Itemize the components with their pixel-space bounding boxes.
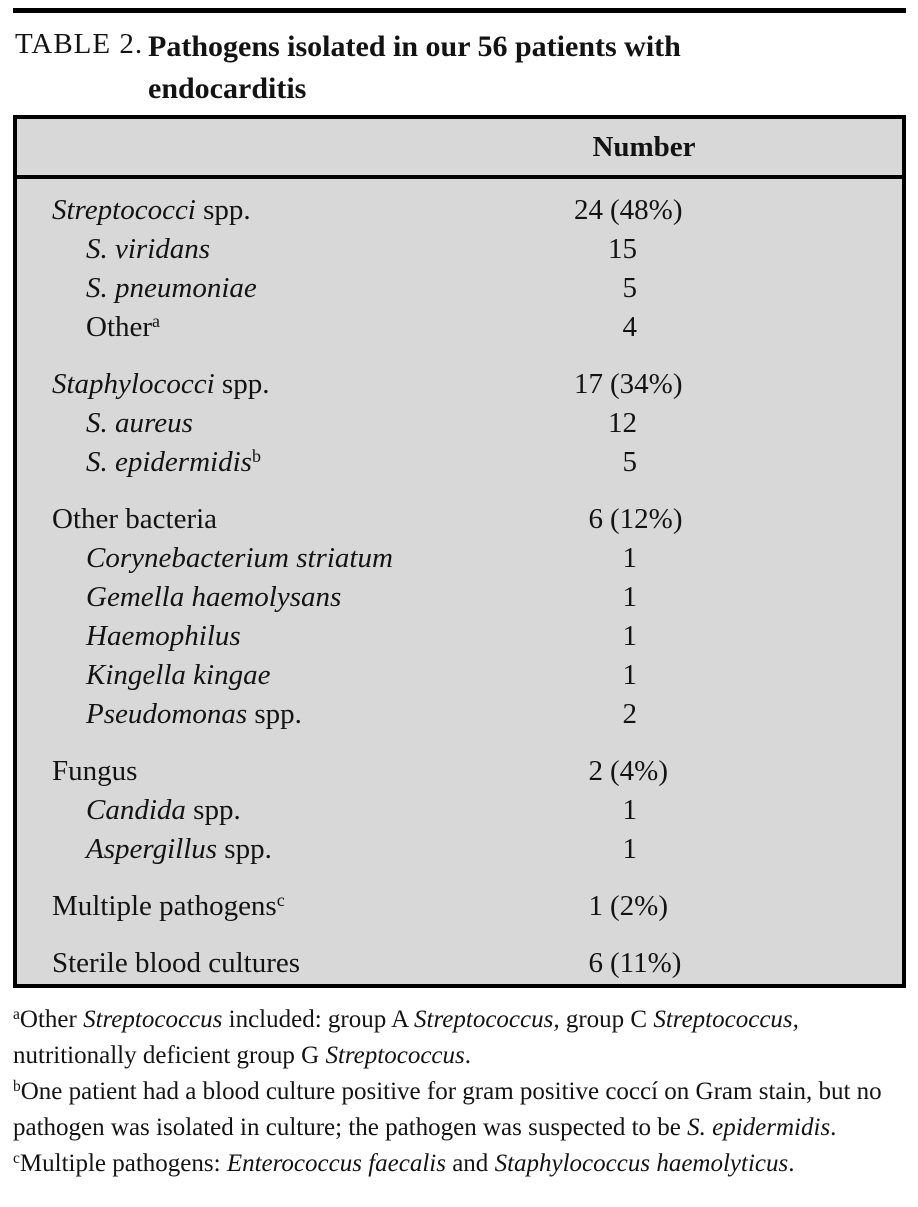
text-segment: Staphylococci xyxy=(52,368,215,400)
text-segment: . xyxy=(830,1114,837,1141)
table-row xyxy=(17,191,902,230)
pathogen-count-cell xyxy=(574,503,682,536)
table-title xyxy=(15,26,681,110)
column-header-number: Number xyxy=(592,130,696,163)
text-segment: Aspergillus xyxy=(86,833,218,865)
superscript-marker: b xyxy=(13,1078,21,1096)
pathogen-count-cell xyxy=(608,311,637,344)
pathogen-count-cell xyxy=(608,542,637,575)
text-segment: S. aureus xyxy=(86,407,193,439)
text-segment: Streptococcus xyxy=(83,1006,223,1033)
text-segment: spp. xyxy=(195,194,251,226)
pathogen-name-cell xyxy=(52,755,574,788)
text-segment: Gemella haemolysans xyxy=(86,581,342,613)
text-segment: Corynebacterium striatum xyxy=(86,542,393,574)
pathogen-count-cell xyxy=(608,659,637,692)
footnotes xyxy=(13,1002,913,1182)
pathogen-name-cell xyxy=(52,794,608,827)
superscript-marker: a xyxy=(152,311,161,332)
table-row xyxy=(17,791,902,830)
pathogen-name-cell xyxy=(52,446,608,479)
count-value: 5 xyxy=(622,446,637,478)
pathogen-name-cell xyxy=(52,542,608,575)
count-percentage: (12%) xyxy=(610,503,683,535)
text-segment: Enterococcus faecalis xyxy=(226,1150,446,1177)
text-segment: group C xyxy=(559,1006,654,1033)
superscript-marker: c xyxy=(13,1150,20,1168)
footnote xyxy=(13,1146,913,1182)
count-value: 17 xyxy=(574,368,603,400)
table-row xyxy=(17,230,902,269)
text-segment: One patient had a blood culture positive for gram positive coccí on Gram stain, but no pathogen was isolated in culture; the pathogen was suspected to be xyxy=(13,1078,882,1141)
count-value: 6 xyxy=(588,947,603,979)
count-value: 15 xyxy=(608,233,637,265)
count-value: 6 xyxy=(588,503,603,535)
pathogen-count-cell xyxy=(574,890,668,923)
text-segment: spp. xyxy=(185,794,241,826)
table-row xyxy=(17,944,902,983)
table-row xyxy=(17,500,902,539)
table-header-row xyxy=(17,119,902,179)
top-rule xyxy=(13,8,906,13)
text-segment: Staphylococcus haemolyticus xyxy=(494,1150,789,1177)
text-segment: Sterile blood cultures xyxy=(52,947,301,979)
text-segment: spp. xyxy=(217,833,272,865)
count-percentage: (34%) xyxy=(610,368,683,400)
text-segment: Other bacteria xyxy=(52,503,218,535)
pathogen-name-cell xyxy=(52,407,608,440)
text-segment: S. epidermidis xyxy=(687,1114,831,1141)
count-value: 1 xyxy=(622,659,637,691)
superscript-marker: b xyxy=(251,446,261,467)
pathogen-count-cell xyxy=(608,446,637,479)
text-segment: Streptococci xyxy=(52,194,196,226)
pathogen-name-cell xyxy=(52,311,608,344)
pathogen-name-cell xyxy=(52,833,608,866)
table-row xyxy=(17,887,902,926)
pathogen-count-cell xyxy=(608,620,637,653)
footnote xyxy=(13,1002,913,1074)
pathogen-name-cell xyxy=(52,194,574,227)
count-value: 2 xyxy=(622,698,637,730)
table-title-line1: Pathogens isolated in our 56 patients with xyxy=(148,30,681,63)
count-percentage: (4%) xyxy=(610,755,668,787)
pathogens-table xyxy=(13,115,906,988)
text-segment: spp. xyxy=(247,698,302,730)
pathogen-count-cell xyxy=(608,833,637,866)
pathogen-name-cell xyxy=(52,368,574,401)
text-segment: S. viridans xyxy=(86,233,211,265)
text-segment: . xyxy=(788,1150,795,1177)
count-value: 1 xyxy=(622,620,637,652)
pathogen-count-cell xyxy=(574,755,668,788)
table-number-label: TABLE 2. xyxy=(15,28,144,60)
pathogen-count-cell xyxy=(608,794,637,827)
text-segment: S. epidermidis xyxy=(86,446,252,478)
pathogen-name-cell xyxy=(52,620,608,653)
count-value: 1 xyxy=(622,794,637,826)
footnote xyxy=(13,1074,913,1146)
count-value: 5 xyxy=(622,272,637,304)
pathogen-name-cell xyxy=(52,947,574,980)
count-percentage: (2%) xyxy=(610,890,668,922)
table-row xyxy=(17,308,902,347)
table-row xyxy=(17,365,902,404)
superscript-marker: a xyxy=(13,1006,20,1024)
text-segment: Streptococcus xyxy=(325,1042,465,1069)
count-value: 1 xyxy=(622,833,637,865)
table-row xyxy=(17,617,902,656)
pathogen-name-cell xyxy=(52,659,608,692)
text-segment: . xyxy=(464,1042,471,1069)
count-value: 1 xyxy=(622,581,637,613)
text-segment: Haemophilus xyxy=(86,620,241,652)
table-row xyxy=(17,752,902,791)
count-value: 1 xyxy=(622,542,637,574)
count-value: 1 xyxy=(588,890,603,922)
text-segment: Streptococcus, xyxy=(653,1006,799,1033)
pathogen-count-cell xyxy=(574,194,682,227)
count-value: 24 xyxy=(574,194,603,226)
pathogen-name-cell xyxy=(52,581,608,614)
table-row xyxy=(17,443,902,482)
text-segment: Other xyxy=(86,311,153,343)
text-segment: S. pneumoniae xyxy=(86,272,257,304)
text-segment: and xyxy=(445,1150,495,1177)
pathogen-name-cell xyxy=(52,698,608,731)
table-title-text xyxy=(148,26,681,110)
superscript-marker: c xyxy=(276,890,285,911)
pathogen-count-cell xyxy=(608,233,637,266)
text-segment: included: group A xyxy=(222,1006,415,1033)
text-segment: Other xyxy=(19,1006,84,1033)
table-title-line2: endocarditis xyxy=(148,72,307,105)
pathogen-name-cell xyxy=(52,890,574,923)
count-percentage: (48%) xyxy=(610,194,683,226)
text-segment: Multiple pathogens: xyxy=(19,1150,227,1177)
text-segment: Multiple pathogens xyxy=(52,890,277,922)
text-segment: Kingella kingae xyxy=(86,659,271,691)
count-value: 4 xyxy=(622,311,637,343)
table-row xyxy=(17,269,902,308)
pathogen-name-cell xyxy=(52,233,608,266)
text-segment: Streptococcus, xyxy=(414,1006,560,1033)
pathogen-name-cell xyxy=(52,272,608,305)
table-row xyxy=(17,695,902,734)
table-row xyxy=(17,830,902,869)
pathogen-count-cell xyxy=(574,947,681,980)
text-segment: Candida xyxy=(86,794,186,826)
pathogen-count-cell xyxy=(608,407,637,440)
count-value: 12 xyxy=(608,407,637,439)
text-segment: Pseudomonas xyxy=(86,698,248,730)
pathogen-name-cell xyxy=(52,503,574,536)
text-segment: spp. xyxy=(214,368,270,400)
count-percentage: (11%) xyxy=(610,947,682,979)
table-body xyxy=(17,179,902,983)
text-segment: Fungus xyxy=(52,755,138,787)
table-row xyxy=(17,539,902,578)
pathogen-count-cell xyxy=(608,698,637,731)
count-value: 2 xyxy=(588,755,603,787)
pathogen-count-cell xyxy=(574,368,682,401)
table-row xyxy=(17,578,902,617)
text-segment: nutritionally deficient group G xyxy=(13,1042,326,1069)
pathogen-count-cell xyxy=(608,272,637,305)
pathogen-count-cell xyxy=(608,581,637,614)
table-row xyxy=(17,404,902,443)
table-row xyxy=(17,656,902,695)
